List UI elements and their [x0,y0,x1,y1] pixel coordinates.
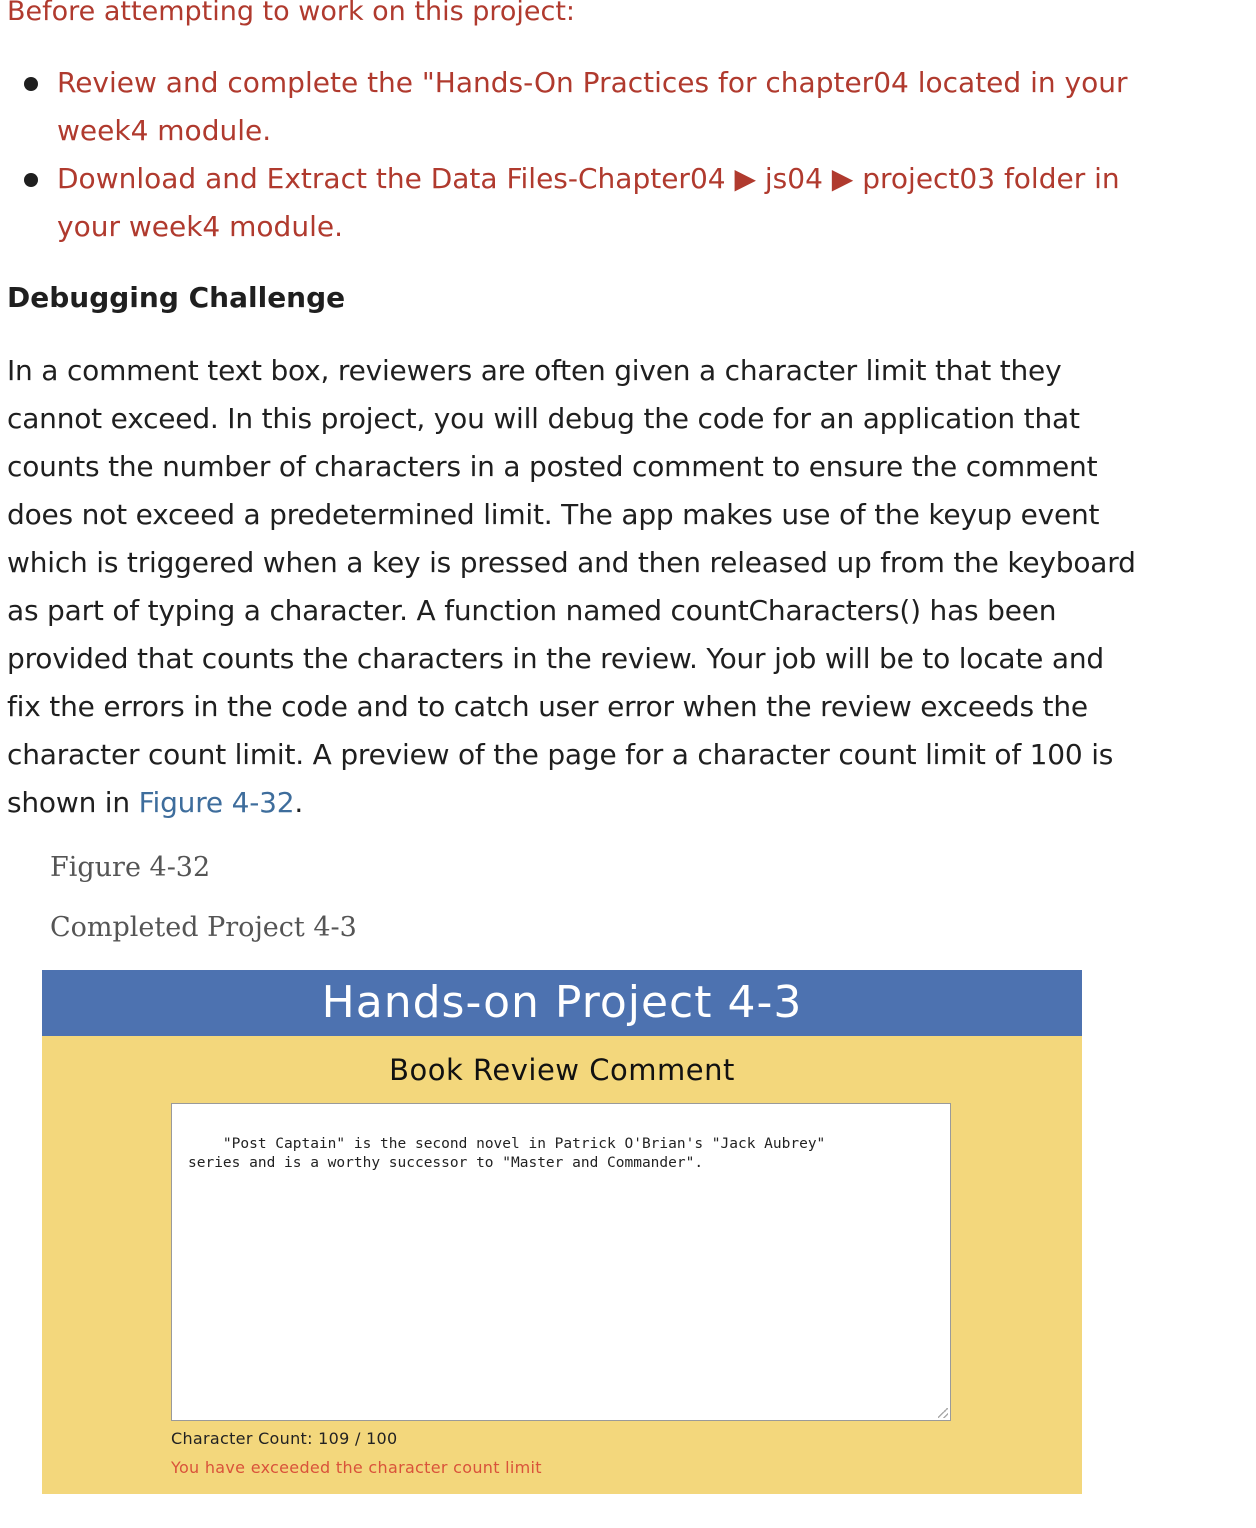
bullet-icon [24,173,38,187]
section-heading: Debugging Challenge [7,281,346,314]
screenshot-subtitle: Book Review Comment [389,1053,735,1087]
paragraph-text: In a comment text box, reviewers are often given a character limit that they cannot exceed. In this project, you will debug the code for an application that counts the number of characters in a posted comment to ensure the comment does not exceed a predetermined limit. The app makes use of the keyup event which is triggered when a key is pressed and then released up from the keyboard as part of typing a character. A function named countCharacters() has been provided that counts the characters in the review. Your job will be to locate and fix the errors in the code and to catch user error when the review exceeds the character count limit. A preview of the page for a character count limit of 100 is shown in [7,354,1136,819]
prep-list [7,59,1147,251]
review-textarea [171,1103,951,1421]
review-text: "Post Captain" is the second novel in Patrick O'Brian's "Jack Aubrey" series and is a worthy successor to "Master and Commander". [188,1136,826,1171]
screenshot-header: Hands-on Project 4-3 [42,970,1082,1036]
figure-title: Completed Project 4-3 [50,912,357,943]
prep-item-review-link[interactable]: Review and complete the "Hands-On Practices for chapter04 located in your week4 module. [57,66,1128,147]
list-item[interactable] [7,155,1147,251]
figure-number: Figure 4-32 [50,852,211,883]
figure-link[interactable]: Figure 4-32 [138,786,295,819]
resize-grip-icon [938,1408,948,1418]
paragraph-trailing: . [294,786,304,819]
challenge-paragraph [7,347,1137,827]
character-count: Character Count: 109 / 100 [171,1429,398,1448]
limit-warning: You have exceeded the character count limit [171,1458,542,1477]
figure-screenshot [42,970,1082,1494]
intro-text: Before attempting to work on this project: [7,0,576,27]
list-item[interactable] [7,59,1147,155]
prep-item-download-link[interactable]: Download and Extract the Data Files-Chapter04 ▶ js04 ▶ project03 folder in your week4 module. [57,162,1120,243]
bullet-icon [24,77,38,91]
